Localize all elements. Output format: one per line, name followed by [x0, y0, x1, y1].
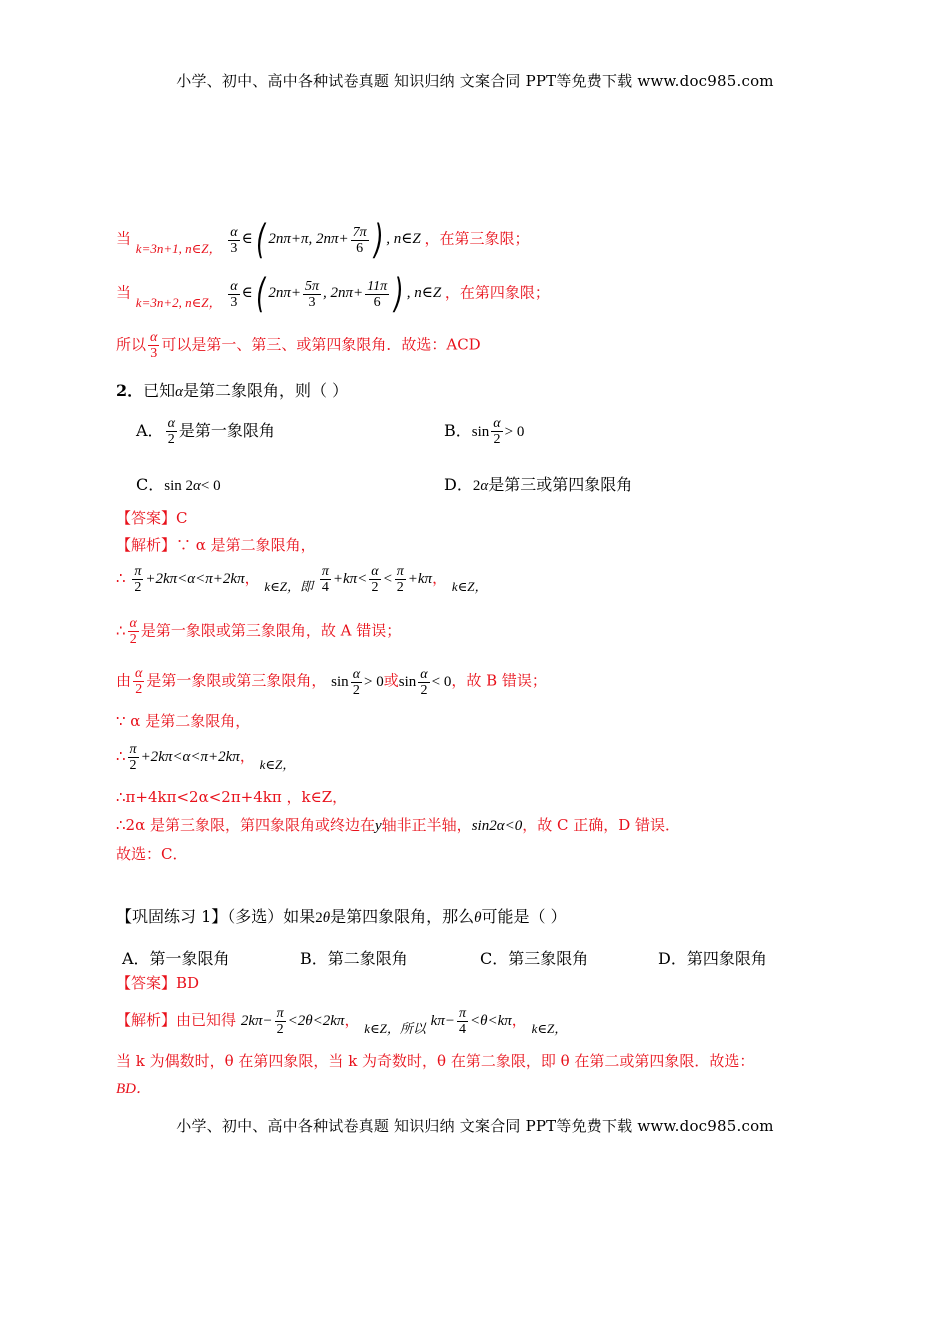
- prev-line-2: [116, 271, 550, 318]
- analysis-l1: ∵ α 是第二象限角，: [176, 536, 316, 554]
- page-header: 小学、初中、高中各种试卷真题 知识归纳 文案合同 PPT等免费下载 www.doc985.com: [176, 72, 774, 90]
- practice-analysis-a4: ，: [511, 1010, 527, 1029]
- practice-option-b[interactable]: B．第二象限角: [300, 949, 408, 968]
- analysis-l4-d: ，故 B 错误；: [451, 671, 547, 690]
- prev-line-1-prefix: 当: [116, 229, 132, 248]
- question-2-stem-b: 是第二象限角，则（ ）: [183, 381, 349, 400]
- analysis-l8-e: ，故 C 正确，D 错误．: [522, 816, 681, 834]
- prev-line-3: 所以 $\frac{\alpha}{3}$ 可以是第一、第三、或第四象限角．故选：ACD: [116, 330, 481, 361]
- option-d[interactable]: [444, 474, 632, 497]
- practice-analysis-3: [116, 1077, 151, 1100]
- question-2-number: 2．: [116, 381, 144, 400]
- practice-answer-tag: 【答案】: [116, 974, 177, 992]
- practice-analysis-a5: k∈Z，: [531, 1020, 568, 1036]
- answer-value: C: [176, 509, 188, 527]
- analysis-line-3: ∴ $\frac{\alpha}{2}$ 是第一象限或第三象限角，故 A 错误；: [116, 616, 402, 647]
- practice-option-c[interactable]: C．第三象限角: [480, 949, 589, 968]
- option-d-label: D．: [444, 475, 473, 494]
- ineq-alpha: $\frac{\pi}{2}$ +2kπ<α<π+2kπ: [134, 564, 245, 595]
- cond-k3n2: k=3n+2, n∈Z，: [135, 295, 222, 311]
- option-a-text: 是第一象限角: [178, 421, 275, 440]
- analysis-l9: 故选：C．: [116, 845, 188, 863]
- analysis-line-5: [116, 710, 250, 732]
- option-a[interactable]: A． $\frac{\alpha}{2}$ 是第一象限角: [136, 416, 275, 447]
- option-d-text: 是第三或第四象限角: [488, 475, 633, 494]
- practice-analysis-2: [116, 1050, 754, 1072]
- analysis-l2-kz: k∈Z，即: [264, 578, 314, 594]
- practice-answer-value: BD: [176, 974, 200, 992]
- practice-option-a[interactable]: A．第一象限角: [122, 949, 230, 968]
- option-c-label: C．: [136, 475, 165, 494]
- practice-analysis-b1: 当 k 为偶数时，θ 在第四象限，当 k 为奇数时，θ 在第二象限，即 θ 在第二或第四象限．故选：: [116, 1052, 755, 1070]
- analysis-l5: ∵ α 是第二象限角，: [116, 712, 251, 730]
- practice-answer: [116, 972, 199, 994]
- analysis-line-1: [116, 534, 316, 556]
- prev-line-2-prefix: 当: [116, 283, 132, 302]
- analysis-l8-sin: sin2α<0: [471, 818, 523, 834]
- prev-line-3-text: 可以是第一、第三、或第四象限角．故选：ACD: [161, 335, 481, 354]
- question-2-answer: [116, 507, 188, 529]
- analysis-l8-c: 轴非正半轴，: [381, 816, 472, 834]
- option-c-expr: sin 2α< 0: [164, 478, 221, 494]
- analysis-l4-b: 是第一象限或第三象限角，: [146, 671, 327, 690]
- analysis-l4-a: 由: [116, 671, 132, 690]
- practice-title-c: 可能是（ ）: [481, 907, 567, 926]
- practice-analysis-b2: BD．: [116, 1081, 151, 1097]
- question-2-stem-a: 已知: [143, 381, 176, 400]
- option-b[interactable]: B．sin $\frac{\alpha}{2}$ > 0: [444, 416, 525, 447]
- analysis-l2-therefore: ∴: [116, 568, 126, 587]
- analysis-l2-kz2: k∈Z，: [451, 578, 488, 594]
- analysis-l2-comma: ，: [244, 568, 260, 587]
- practice-option-d[interactable]: D．第四象限角: [658, 949, 767, 968]
- practice-title-a: 【巩固练习 1】（多选）如果: [116, 907, 316, 926]
- range-fourth: $\frac{\alpha}{3}$ ∈( 2nπ+ $\frac{5\pi}{3}$ , 2nπ+ $\frac{11\pi}{6}$ ) , n∈Z: [230, 271, 442, 317]
- prev-line-3-prefix: 所以: [116, 335, 147, 354]
- question-2-stem: [116, 380, 348, 403]
- option-a-label: A．: [136, 421, 164, 440]
- answer-tag: 【答案】: [116, 509, 177, 527]
- analysis-l7: ∴π+4kπ<2α<2π+4kπ ，k∈Z，: [116, 788, 348, 806]
- practice-analysis-a2: ，: [344, 1010, 360, 1029]
- analysis-line-6: ∴ $\frac{\pi}{2}$ +2kπ<α<π+2kπ， k∈Z，: [116, 742, 296, 773]
- analysis-l8-y: y: [375, 818, 382, 834]
- prev-line-2-suffix: ，在第四象限；: [444, 283, 550, 302]
- practice-title-b: 是第四象限角，那么: [330, 907, 475, 926]
- practice-analysis-a1: 由已知得: [176, 1010, 237, 1029]
- ineq-half-alpha: $\frac{\pi}{4}$ +kπ< $\frac{\alpha}{2}$ < $\frac{\pi}{2}$ +kπ: [321, 564, 433, 595]
- theta: θ: [474, 910, 482, 926]
- analysis-line-4: 由 $\frac{\alpha}{2}$ 是第一象限或第三象限角， sin $\frac{\alpha}{2}$ > 0或sin $\frac{\alpha}{2}$ < 0，故 B 错误；: [116, 666, 547, 698]
- practice-analysis-tag: 【解析】: [116, 1010, 177, 1029]
- analysis-tag: 【解析】: [116, 536, 177, 554]
- analysis-line-2: ∴ $\frac{\pi}{2}$ +2kπ<α<π+2kπ， k∈Z，即 $\frac{\pi}{4}$ +kπ< $\frac{\alpha}{2}$ < $\frac{\pi}{2}$ +kπ， k∈Z，: [116, 564, 488, 595]
- practice-analysis-1: 【解析】由已知得 2kπ− $\frac{\pi}{2}$ <2θ<2kπ， k∈Z，所以 kπ− $\frac{\pi}{4}$ <θ<kπ， k∈Z，: [116, 1006, 568, 1037]
- alpha-symbol: α: [175, 384, 184, 400]
- two-theta: 2θ: [315, 910, 331, 926]
- range-third: $\frac{\alpha}{3}$ ∈( 2nπ+π, 2nπ+ $\frac{7\pi}{6}$ ) , n∈Z: [230, 217, 421, 263]
- option-d-expr: 2α: [472, 478, 489, 494]
- prev-line-1-suffix: ，在第三象限；: [424, 229, 530, 248]
- analysis-l8-a: ∴2α 是第三象限，第四象限角或终边在: [116, 816, 375, 834]
- cond-k3n1: k=3n+1, n∈Z，: [135, 241, 222, 257]
- analysis-l4-c: 或: [383, 671, 399, 690]
- practice-analysis-a3: k∈Z，所以: [364, 1020, 426, 1036]
- analysis-line-7: [116, 786, 347, 808]
- analysis-l3: 是第一象限或第三象限角，故 A 错误；: [140, 621, 402, 640]
- prev-line-1: [116, 217, 530, 264]
- analysis-line-8: [116, 814, 680, 837]
- analysis-line-9: [116, 843, 187, 865]
- analysis-l6: k∈Z，: [259, 756, 296, 772]
- option-b-label: B．: [444, 421, 472, 440]
- page-footer: 小学、初中、高中各种试卷真题 知识归纳 文案合同 PPT等免费下载 www.doc985.com: [176, 1117, 774, 1135]
- option-c[interactable]: [136, 474, 221, 497]
- practice-title: [116, 906, 567, 929]
